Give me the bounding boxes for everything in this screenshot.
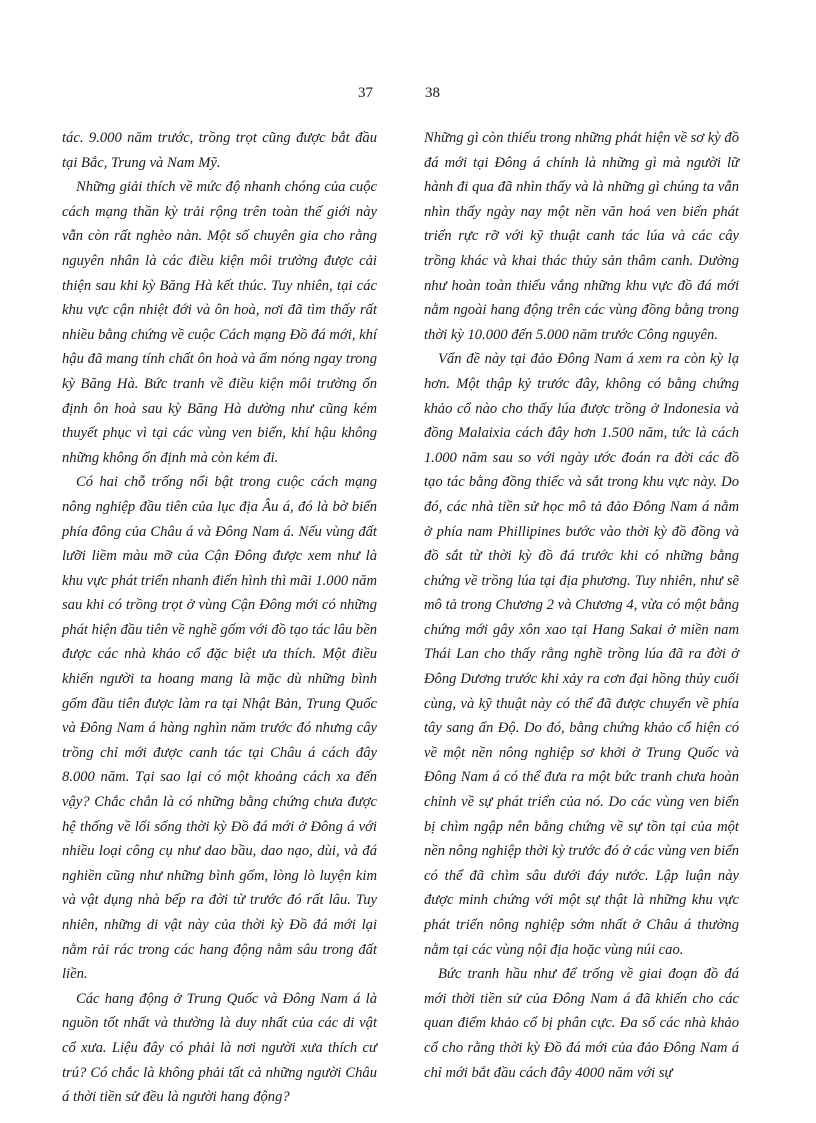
paragraph: Có hai chỗ trống nổi bật trong cuộc cách mạng nông nghiệp đầu tiên của lục địa Âu á, đó là bờ biển phía đông của Châu á và Đông Nam á. Nếu vùng đất lưỡi liềm màu mỡ của Cận Đông được xem như là khu vực phát triển nhanh điển hình thì mãi 1.000 năm sau khi có trồng trọt ở vùng Cận Đông mới có những phát hiện đầu tiên về nghề gốm với đồ tạo tác lâu bền được các nhà khảo cổ đặc biệt ưa thích. Một điều khiến người ta hoang mang là mặc dù những bình gốm đầu tiên được làm ra tại Nhật Bản, Trung Quốc và Đông Nam á hàng nghìn năm trước đó nhưng cây trồng chỉ mới được canh tác tại Châu á cách đây 8.000 năm. Tại sao lại có một khoảng cách xa đến vậy? Chắc chắn là có những bằng chứng chưa được hệ thống về lối sống thời kỳ Đồ đá mới ở Đông á với nhiều loại công cụ như dao bầu, dao nạo, dùi, và đá nghiền cũng như những bình gốm, lòng lò luyện kim và vật dụng nhà bếp ra đời từ trước đó rất lâu. Tuy nhiên, những di vật này của thời kỳ Đồ đá mới lại nằm rải rác trong các hang động nằm sâu trong đất liền.	[62, 474, 377, 983]
paragraph: Vấn đề này tại đảo Đông Nam á xem ra còn kỳ lạ hơn. Một thập kỷ trước đây, không có bằng chứng khảo cổ nào cho thấy lúa được trồng ở Indonesia và đồng Malaixia cách đây hơn 1.500 năm, tức là cách 1.000 năm sau so với ngày ước đoán ra đời các đồ tạo tác bằng đồng thiếc và sắt trong khu vực này. Do đó, các nhà tiền sử học mô tả đảo Đông Nam á nằm ở phía nam Phillipines bước vào thời kỳ đồ đồng và đồ sắt từ thời kỳ đồ đá trước khi có những bằng chứng về trồng lúa tại địa phương. Tuy nhiên, như sẽ mô tả trong Chương 2 và Chương 4, vừa có một bằng chứng mới gây xôn xao tại Hang Sakai ở miền nam Thái Lan cho thấy rằng nghề trồng lúa đã ra đời ở Đông Dương trước khi xảy ra cơn đại hồng thủy cuối cùng, và kỹ thuật này có thể đã được chuyển về phía tây sang ấn Độ. Do đó, bằng chứng khảo cổ hiện có về một nền nông nghiệp sơ khởi ở Trung Quốc và Đông Nam á có thể đưa ra một bức tranh chưa hoàn chỉnh về sự phát triển của nó. Do các vùng ven biển bị chìm ngập nên bằng chứng về sự tồn tại của một nền nông nghiệp thời kỳ trước đó ở các vùng ven biển có thể đã chìm sâu dưới đáy nước. Lập luận này được minh chứng với một sự thật là những khu vực phát triển nông nghiệp sớm nhất ở Châu á thường nằm tại các vùng nội địa hoặc vùng núi cao.	[424, 351, 739, 958]
left-text-column	[62, 126, 377, 1110]
right-text-column	[424, 126, 739, 1085]
page-number-left: 37	[358, 85, 373, 101]
paragraph: Những gì còn thiếu trong những phát hiện về sơ kỳ đồ đá mới tại Đông á chính là những gì mà người lữ hành đi qua đã nhìn thấy và là những gì chúng ta vẫn nhìn thấy ngày nay một nền văn hoá ven biển phát triển rực rỡ với kỹ thuật canh tác lúa và các cây trồng khác và khai thác thủy sản thâm canh. Dường như hoàn toàn thiếu vắng những khu vực đồ đá mới nằm ngoài hang động trên các vùng đồng bằng trong thời kỳ 10.000 đến 5.000 năm trước Công nguyên.	[424, 130, 739, 343]
paragraph: Bức tranh hầu như để trống về giai đoạn đồ đá mới thời tiền sử của Đông Nam á đã khiến cho các quan điểm khảo cổ bị phân cực. Đa số các nhà khảo cổ cho rằng thời kỳ Đồ đá mới của đảo Đông Nam á chỉ mới bắt đầu cách đây 4000 năm với sự	[424, 966, 739, 1081]
paragraph: Những giải thích về mức độ nhanh chóng của cuộc cách mạng thần kỳ trải rộng trên toàn thế giới này vẫn còn rất nghèo nàn. Một số chuyên gia cho rằng nguyên nhân là các điều kiện môi trường được cải thiện sau khi kỳ Băng Hà kết thúc. Tuy nhiên, tại các khu vực cận nhiệt đới và ôn hoà, nơi đã tìm thấy rất nhiều bằng chứng về cuộc Cách mạng Đồ đá mới, khí hậu đã mang tính chất ôn hoà và ấm nóng ngay trong kỳ Băng Hà. Bức tranh về điều kiện môi trường ổn định ôn hoà sau kỳ Băng Hà dường như cũng kém thuyết phục vì tại các vùng ven biển, khí hậu không những không ổn định mà còn kém đi.	[62, 179, 377, 466]
paragraph: tác. 9.000 năm trước, trồng trọt cũng được bắt đầu tại Bắc, Trung và Nam Mỹ.	[62, 130, 377, 171]
paragraph: Các hang động ở Trung Quốc và Đông Nam á là nguồn tốt nhất và thường là duy nhất của các di vật cổ xưa. Liệu đây có phải là nơi người xưa thích cư trú? Có chắc là không phải tất cả những người Châu á thời tiền sử đều là người hang động?	[62, 990, 377, 1106]
page-number-right: 38	[425, 85, 440, 101]
